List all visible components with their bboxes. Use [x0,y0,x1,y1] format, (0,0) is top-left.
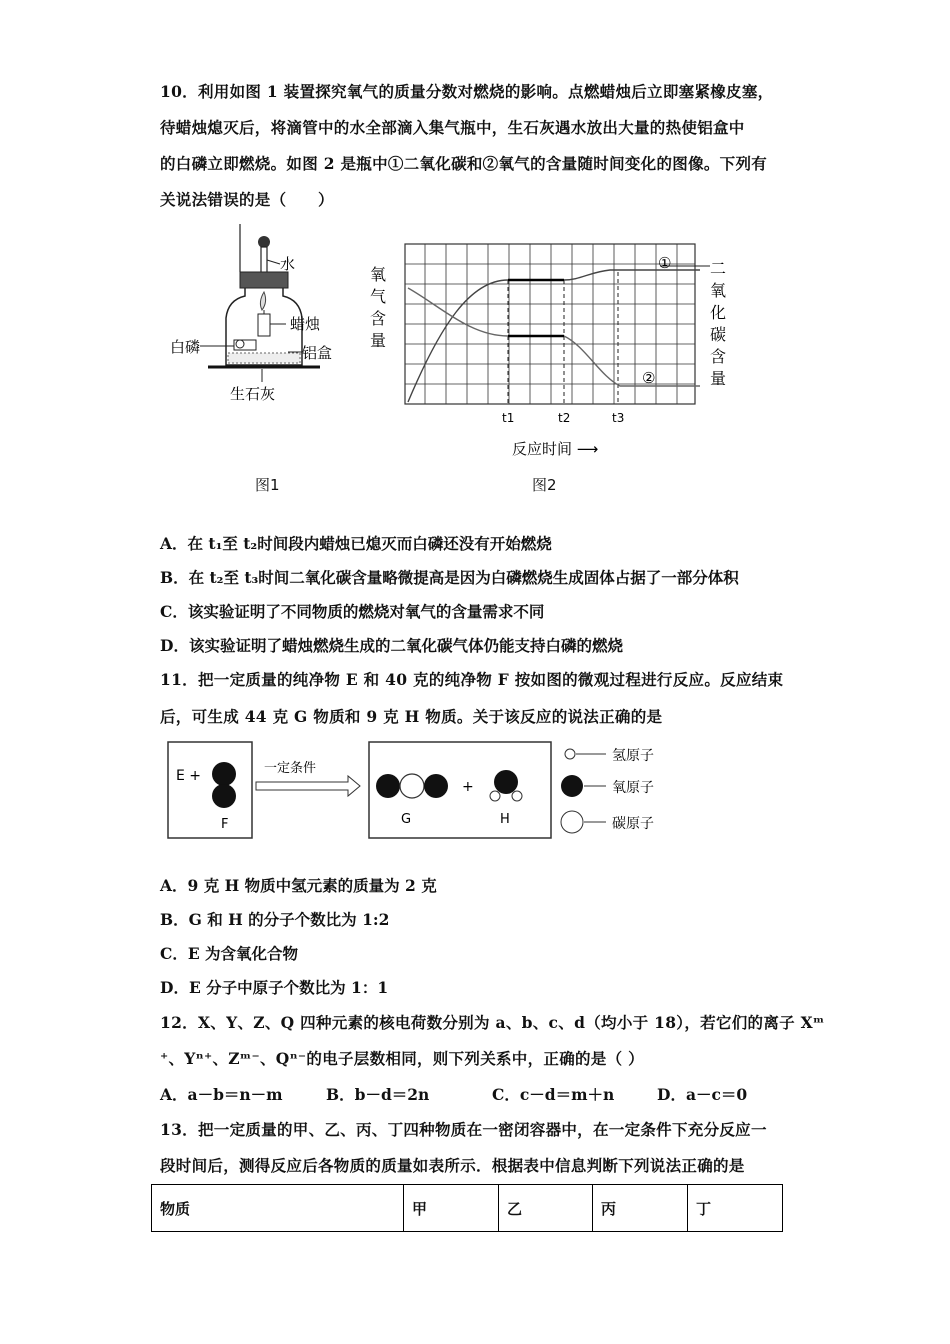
q10-line-2: 待蜡烛熄灭后，将滴管中的水全部滴入集气瓶中，生石灰遇水放出大量的热使铝盒中 [160,118,745,137]
label-white-phosphorus: 白磷 [170,338,201,356]
y-label-left-1: 气 [370,287,387,306]
q10-option-c: C．该实验证明了不同物质的燃烧对氧气的含量需求不同 [160,602,545,621]
label-candle: 蜡烛 [290,315,321,333]
figure-2-graph [370,236,750,466]
table-header-cell: 乙 [499,1185,593,1232]
q10-line-1: 10．利用如图 1 装置探究氧气的质量分数对燃烧的影响。点燃蜡烛后立即塞紧橡皮塞， [160,82,774,101]
q10-option-a: A．在 t₁至 t₂时间段内蜡烛已熄灭而白磷还没有开始燃烧 [160,534,552,553]
q10-option-d: D．该实验证明了蜡烛燃烧生成的二氧化碳气体仍能支持白磷的燃烧 [160,636,623,655]
tick-t1: t1 [502,411,515,425]
q11-line-2: 后，可生成 44 克 G 物质和 9 克 H 物质。关于该反应的说法正确的是 [160,707,663,726]
y-label-right-0: 二 [710,259,727,278]
marker-1: ① [658,254,672,272]
table-header-cell: 物质 [152,1185,404,1232]
q13-table [151,1184,783,1232]
tick-t3: t3 [612,411,625,425]
y-label-left-3: 量 [370,331,387,350]
y-label-left-2: 含 [370,309,387,328]
table-header-cell: 丁 [688,1185,783,1232]
legend-oxygen: 氧原子 [612,780,654,796]
q11-option-d: D．E 分子中原子个数比为 1：1 [160,978,389,997]
figure-1-apparatus [170,222,350,412]
q11-option-a: A．9 克 H 物质中氢元素的质量为 2 克 [160,876,437,895]
y-label-right-4: 含 [710,347,727,366]
q10-line-4: 关说法错误的是（ ） [160,190,334,209]
table-header-cell: 丙 [593,1185,688,1232]
q11-line-1: 11．把一定质量的纯净物 E 和 40 克的纯净物 F 按如图的微观过程进行反应。反应结束 [160,670,784,689]
legend-hydrogen: 氢原子 [612,748,654,764]
label-e-plus: E + [176,768,202,784]
marker-2: ② [642,369,656,387]
reaction-diagram [166,738,696,842]
label-condition: 一定条件 [264,761,317,776]
q13-line-2: 段时间后，测得反应后各物质的质量如表所示．根据表中信息判断下列说法正确的是 [160,1156,745,1175]
q12-option-c: C．c－d＝m＋n [492,1085,615,1104]
q12-option-a: A．a－b＝n－m [160,1085,283,1104]
q10-line-3: 的白磷立即燃烧。如图 2 是瓶中①二氧化碳和②氧气的含量随时间变化的图像。下列有 [160,154,768,173]
y-label-right-3: 碳 [710,325,727,344]
q12-option-d: D．a－c＝0 [657,1085,748,1104]
label-g: G [401,812,412,827]
q12-option-b: B．b－d＝2n [326,1085,430,1104]
table-header-cell: 甲 [404,1185,499,1232]
label-plus: + [462,779,474,795]
q13-line-1: 13．把一定质量的甲、乙、丙、丁四种物质在一密闭容器中，在一定条件下充分反应一 [160,1120,767,1139]
q12-line-2: ⁺、Yⁿ⁺、Zᵐ⁻、Qⁿ⁻的电子层数相同，则下列关系中，正确的是（ ） [160,1049,644,1068]
y-label-right-5: 量 [710,369,727,388]
q11-option-b: B．G 和 H 的分子个数比为 1:2 [160,910,390,929]
label-al-box: 铝盒 [302,344,333,362]
legend-carbon: 碳原子 [612,816,654,832]
table-row [152,1185,783,1232]
label-f: F [221,817,229,832]
q10-option-b: B．在 t₂至 t₃时间二氧化碳含量略微提高是因为白磷燃烧生成固体占据了一部分体积 [160,568,739,587]
y-label-left-0: 氧 [370,265,387,284]
y-label-right-1: 氧 [710,281,727,300]
tick-t2: t2 [558,411,571,425]
figure-2-caption: 图2 [532,476,557,494]
x-axis-label: 反应时间 ⟶ [512,440,599,458]
label-h: H [500,812,510,827]
label-water: 水 [280,255,296,273]
q12-line-1: 12．X、Y、Z、Q 四种元素的核电荷数分别为 a、b、c、d（均小于 18），若它们的离子 Xᵐ [160,1013,825,1032]
q11-option-c: C．E 为含氧化合物 [160,944,299,963]
figure-1-caption: 图1 [255,476,280,494]
label-quicklime: 生石灰 [230,385,276,403]
y-label-right-2: 化 [710,303,727,322]
